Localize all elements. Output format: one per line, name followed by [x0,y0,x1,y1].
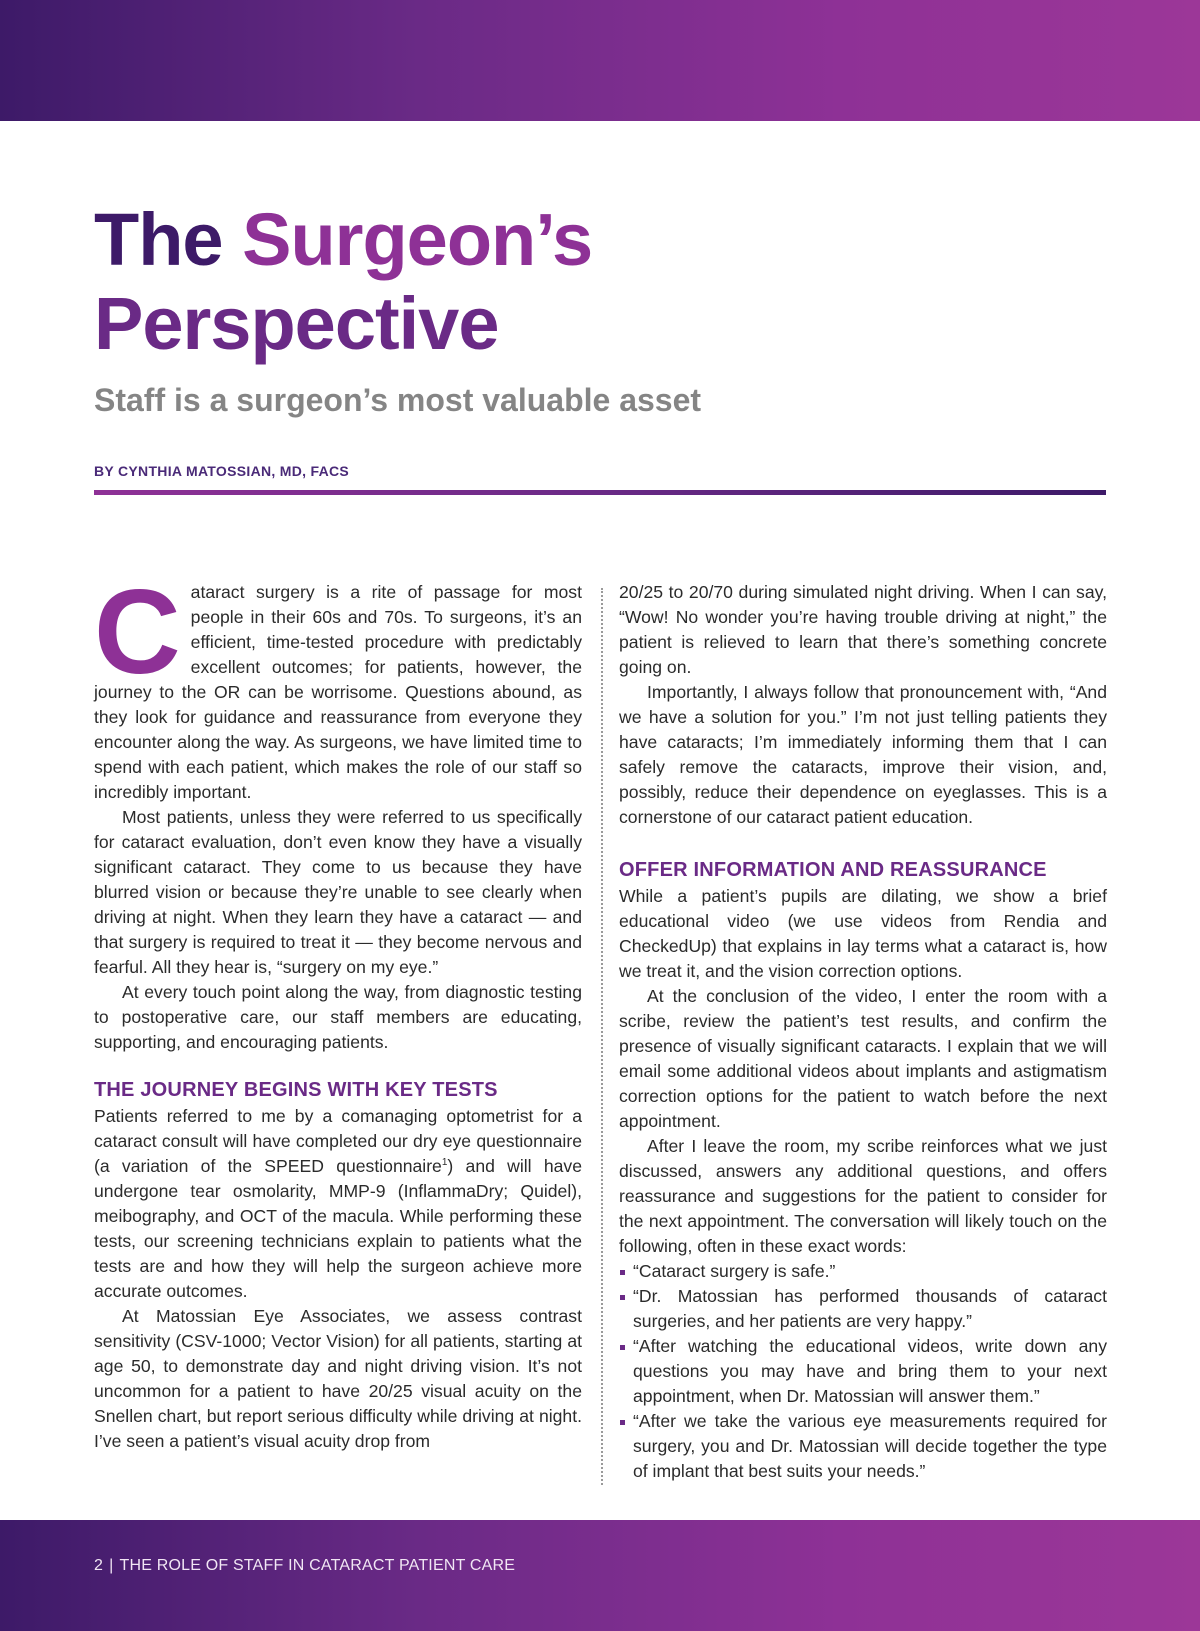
column-divider [601,588,603,1485]
left-column [94,565,582,1454]
title-word-perspective: Perspective [94,282,499,365]
intro-text: ataract surgery is a rite of passage for most people in their 60s and 70s. To surgeons, it’s an efficient, time-tested procedure with predictably excellent outcomes; for patients, however, the journey to the OR can be worrisome. Questions abound, as they look for guidance and reassurance from everyone they encounter along the way. As surgeons, we have limited time to spend with each patient, which makes the role of our staff so incredibly important. [94,582,582,802]
list-item: “After watching the educational videos, write down any questions you may have and bring them to your next appointment, when Dr. Matossian will answer them.” [619,1334,1107,1409]
section-heading-key-tests: THE JOURNEY BEGINS WITH KEY TESTS [94,1079,498,1101]
quote-list [619,1259,1107,1484]
footnote-reference[interactable]: 1 [441,1157,448,1169]
header-rule [94,490,1106,495]
body-paragraph: Most patients, unless they were referred to us specifically for cataract evaluation, don’t even know they have a visually significant cataract. They come to us because they have blurred vision or because they’re unable to see clearly when driving at night. When they learn they have a cataract — and that surgery is required to treat it — they become nervous and fearful. All they hear is, “surgery on my eye.” [94,807,582,977]
article-title [94,198,994,366]
body-text: Patients referred to me by a comanaging optometrist for a cataract consult will have completed our dry eye questionnaire (a variation of the SPEED questionnaire [94,1106,582,1176]
body-paragraph: 20/25 to 20/70 during simulated night driving. When I can say, “Wow! No wonder you’re having trouble driving at night,” the patient is relieved to learn that there’s something concrete going on. [619,582,1107,677]
body-paragraph: At Matossian Eye Associates, we assess contrast sensitivity (CSV-1000; Vector Vision) for all patients, starting at age 50, to demonstrate day and night driving vision. It’s not uncommon for a patient to have 20/25 visual acuity on the Snellen chart, but report serious difficulty while driving at night. I’ve seen a patient’s visual acuity drop from [94,1306,582,1451]
body-paragraph: After I leave the room, my scribe reinforces what we just discussed, answers any additional questions, and offers reassurance and suggestions for the patient to consider for the next appointment. The conversation will likely touch on the following, often in these exact words: [619,1136,1107,1256]
body-paragraph: At the conclusion of the video, I enter the room with a scribe, review the patient’s test results, and confirm the presence of visually significant cataracts. I explain that we will email some additional videos about implants and astigmatism correction options for the patient to watch before the next appointment. [619,986,1107,1131]
footer [94,1557,515,1575]
footer-separator: | [109,1557,114,1574]
page-number: 2 [94,1557,104,1574]
body-text: ) and will have undergone tear osmolarity, MMP-9 (InflammaDry; Quidel), meibography, and OCT of the macula. While performing these tests, our screening technicians explain to patients what the tests are and how they will help the surgeon achieve more accurate outcomes. [94,1156,582,1301]
right-column [619,580,1107,1484]
body-paragraph: While a patient’s pupils are dilating, we show a brief educational video (we use videos from Rendia and CheckedUp) that explains in lay terms what a cataract is, how we treat it, and the vision correction options. [619,886,1107,981]
header-band [0,0,1200,121]
body-paragraph [94,1104,582,1304]
body-paragraph: At every touch point along the way, from diagnostic testing to postoperative care, our staff members are educating, supporting, and encouraging patients. [94,982,582,1052]
title-word-surgeons: Surgeon’s [242,198,593,281]
section-heading-reassurance: OFFER INFORMATION AND REASSURANCE [619,859,1047,881]
list-item: “Dr. Matossian has performed thousands of cataract surgeries, and her patients are very happy.” [619,1284,1107,1334]
drop-cap: C [94,565,181,699]
list-item: “After we take the various eye measurements required for surgery, you and Dr. Matossian will decide together the type of implant that best suits your needs.” [619,1409,1107,1484]
body-paragraph: Importantly, I always follow that pronouncement with, “And we have a solution for you.” I’m not just telling patients they have cataracts; I’m immediately informing them that I can safely remove the cataracts, improve their vision, and, possibly, reduce their dependence on eyeglasses. This is a cornerstone of our cataract patient education. [619,682,1107,827]
article-subtitle: Staff is a surgeon’s most valuable asset [94,382,702,418]
title-word-the: The [94,198,223,281]
section-title: THE ROLE OF STAFF IN CATARACT PATIENT CARE [119,1557,516,1574]
intro-paragraph [94,565,582,805]
list-item: “Cataract surgery is safe.” [619,1259,1107,1284]
footer-band [0,1520,1200,1631]
byline: BY CYNTHIA MATOSSIAN, MD, FACS [94,463,350,479]
